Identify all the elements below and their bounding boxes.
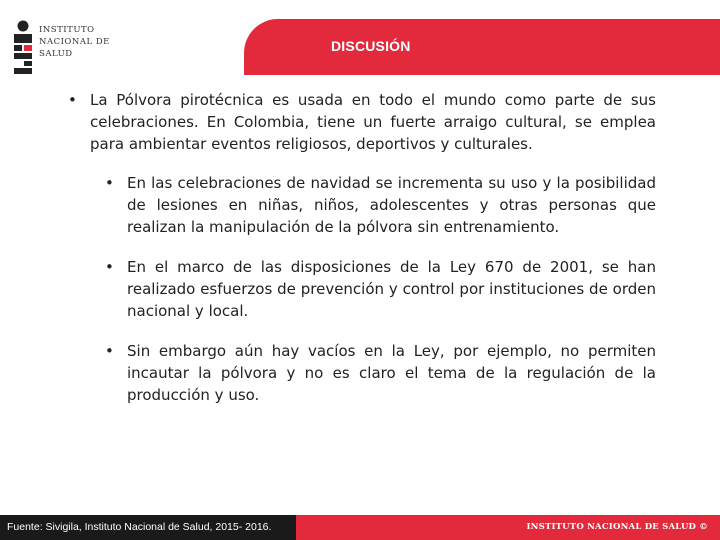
bullet-item xyxy=(66,89,656,155)
sub-bullet-text: Sin embargo aún hay vacíos en la Ley, por ejemplo, no permiten incautar la pólvora y no es claro el tema de la regulación de la producción y uso. xyxy=(127,342,656,404)
sub-bullet-item xyxy=(105,256,656,322)
footer-source: Fuente: Sivigila, Instituto Nacional de Salud, 2015- 2016. xyxy=(0,515,296,540)
footer-brand: INSTITUTO NACIONAL DE SALUD © xyxy=(526,522,708,532)
ins-logo-mark-icon xyxy=(12,20,34,74)
bullet-dot: • xyxy=(105,342,114,360)
slide-title: DISCUSIÓN xyxy=(331,38,411,54)
sub-bullet-text: En el marco de las disposiciones de la Ley 670 de 2001, se han realizado esfuerzos de prevención y control por instituciones de orden nacional y local. xyxy=(127,258,656,320)
sub-bullet-item xyxy=(105,172,656,238)
header-bar xyxy=(244,19,720,75)
bullet-text: La Pólvora pirotécnica es usada en todo el mundo como parte de sus celebraciones. En Colombia, tiene un fuerte arraigo cultural, se emplea para ambientar eventos religiosos, deportivos y culturales. xyxy=(90,91,656,153)
footer-bar xyxy=(0,515,720,540)
bullet-dot: • xyxy=(68,91,77,109)
sub-bullet-item xyxy=(105,340,656,406)
institution-logo xyxy=(12,20,112,76)
sub-bullet-text: En las celebraciones de navidad se incrementa su uso y la posibilidad de lesiones en niñas, niños, adolescentes y otras personas que realizan la manipulación de la pólvora sin entrenamiento. xyxy=(127,174,656,236)
slide-content xyxy=(66,89,656,406)
logo-line-2: NACIONAL DE xyxy=(39,37,110,47)
logo-text xyxy=(39,24,110,60)
bullet-dot: • xyxy=(105,174,114,192)
logo-line-3: SALUD xyxy=(39,49,73,59)
logo-line-1: INSTITUTO xyxy=(39,25,95,35)
bullet-dot: • xyxy=(105,258,114,276)
